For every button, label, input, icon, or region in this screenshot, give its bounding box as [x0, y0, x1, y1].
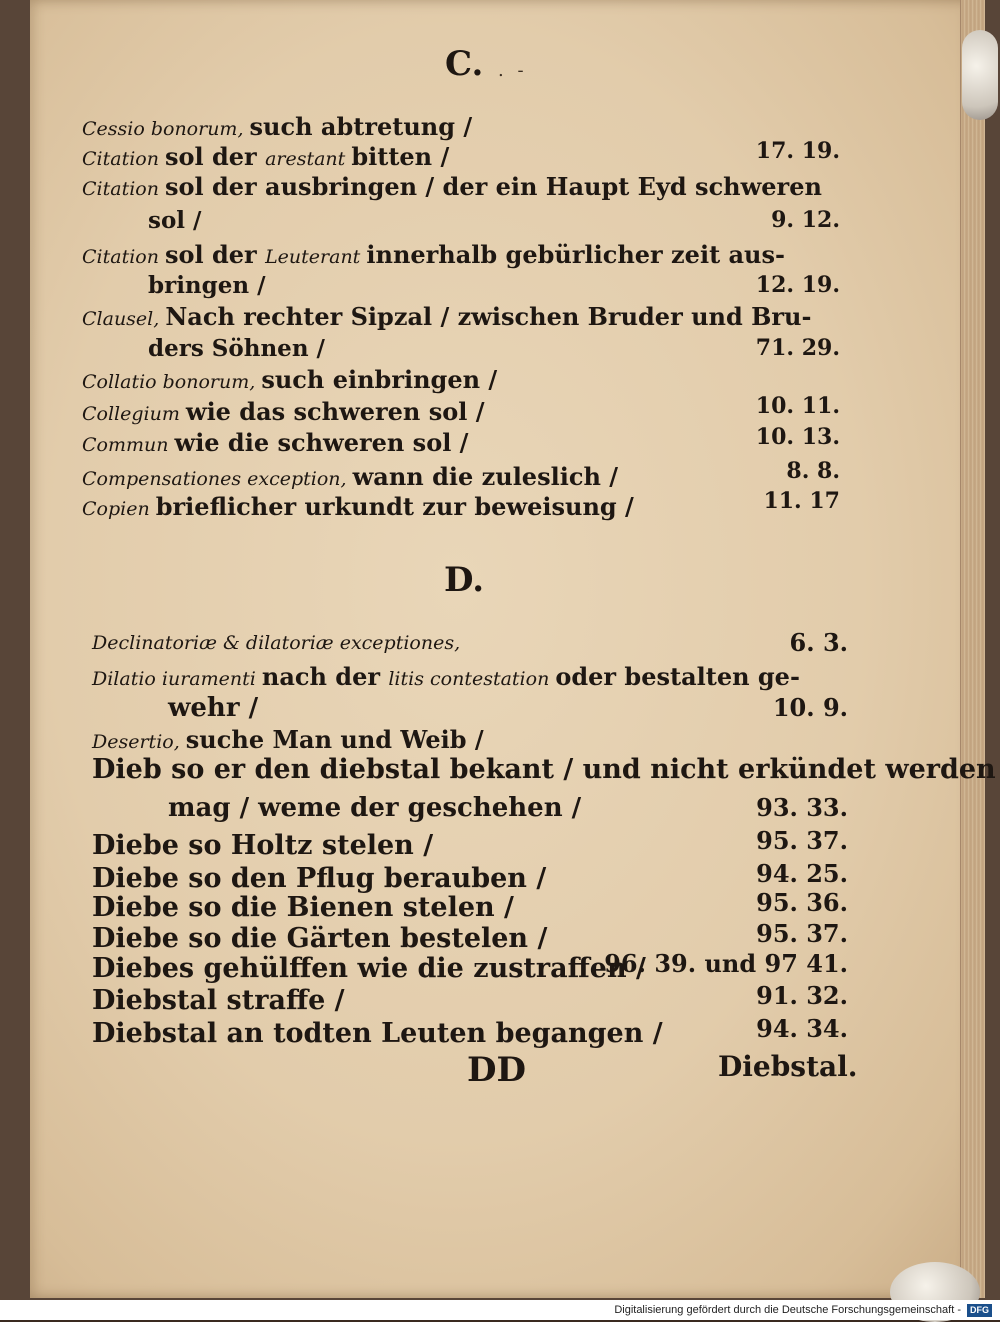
latin-term: Commun	[82, 434, 175, 456]
german-text: Diebe so den Pflug berauben /	[92, 863, 547, 894]
page-reference: 95. 36.	[756, 888, 848, 917]
german-text: brieflicher urkundt zur beweisung /	[155, 492, 634, 521]
entry-continuation: sol /	[148, 207, 202, 234]
latin-term: litis contestation	[388, 668, 556, 690]
page-reference: 10. 13.	[755, 424, 840, 450]
latin-term: Dilatio iuramenti	[92, 668, 262, 690]
german-text: oder bestalten ge-	[555, 662, 800, 691]
entry-continuation: mag / weme der geschehen /	[168, 793, 582, 823]
page-reference: 9. 12.	[771, 207, 840, 233]
page-reference: 17. 19.	[755, 138, 840, 164]
page-reference: 10. 9.	[772, 693, 848, 722]
thumb-top	[962, 30, 998, 120]
signature-mark: DD	[467, 1050, 526, 1090]
latin-term: Compensationes exception,	[82, 468, 353, 490]
german-text: suche Man und Weib /	[185, 725, 484, 754]
section-heading-c: C.	[445, 44, 484, 84]
latin-term: Desertio,	[92, 731, 186, 753]
entry-term	[82, 302, 811, 331]
heading-dots: . -	[498, 60, 528, 81]
german-text: Dieb so er den diebstal bekant / und nicht erkündet werden	[92, 754, 996, 785]
german-text: wann die zuleslich /	[352, 462, 619, 491]
german-text: sol der	[165, 240, 266, 269]
page-reference: 95. 37.	[756, 919, 848, 948]
page-reference: 95. 37.	[756, 826, 848, 855]
latin-term: Copien	[82, 498, 156, 520]
entry-term	[92, 923, 547, 954]
latin-term: Citation	[82, 246, 166, 268]
latin-term: Citation	[82, 148, 166, 170]
footer-bar	[0, 1300, 1000, 1320]
german-text: wie das schweren sol /	[185, 397, 485, 426]
page-reference: 96. 39. und 97 41.	[604, 949, 848, 978]
latin-term: Cessio bonorum,	[82, 118, 250, 140]
german-text: Nach rechter Sipzal / zwischen Bruder und Bru-	[165, 302, 812, 331]
german-text: such einbringen /	[261, 365, 498, 394]
entry-continuation: ders Söhnen /	[148, 335, 325, 362]
entry-continuation: wehr /	[168, 693, 259, 723]
entry-term	[82, 365, 497, 394]
latin-term: Collatio bonorum,	[82, 371, 262, 393]
german-text: Diebe so die Bienen stelen /	[92, 892, 514, 923]
entry-term	[82, 240, 785, 269]
latin-term: arestant	[265, 148, 352, 170]
latin-term: Citation	[82, 178, 166, 200]
german-text: such abtretung /	[249, 112, 473, 141]
german-text: wie die schweren sol /	[174, 428, 469, 457]
entry-term	[92, 632, 460, 654]
section-heading-d: D.	[444, 560, 485, 600]
entry-term	[82, 112, 472, 141]
page-reference: 12. 19.	[755, 272, 840, 298]
entry-term	[92, 892, 514, 923]
entry-term	[82, 492, 634, 521]
german-text: sol der ausbringen / der ein Haupt Eyd schweren	[165, 172, 822, 201]
german-text: innerhalb gebürlicher zeit aus-	[366, 240, 785, 269]
entry-term	[82, 397, 485, 426]
german-text: sol der	[165, 142, 266, 171]
entry-continuation: bringen /	[148, 272, 266, 299]
page-reference: 91. 32.	[756, 981, 848, 1010]
page-reference: 94. 34.	[756, 1014, 848, 1043]
german-text: Diebe so Holtz stelen /	[92, 830, 434, 861]
entry-term	[82, 462, 618, 491]
entry-term	[82, 428, 468, 457]
latin-term: Leuterant	[265, 246, 367, 268]
german-text: Diebes gehülffen wie die zustraffen /	[92, 953, 646, 984]
german-text: Diebstal an todten Leuten begangen /	[92, 1018, 663, 1049]
entry-term	[92, 662, 800, 691]
entry-term	[92, 985, 345, 1016]
german-text: Diebstal straffe /	[92, 985, 345, 1016]
entry-term	[92, 754, 996, 785]
footer-text: Digitalisierung gefördert durch die Deutsche Forschungsgemeinschaft -	[614, 1304, 961, 1316]
page-reference: 6. 3.	[789, 628, 848, 657]
german-text: bitten /	[351, 142, 450, 171]
entry-term	[92, 830, 433, 861]
entry-term	[82, 172, 822, 201]
entry-term	[92, 725, 484, 754]
page-reference: 11. 17	[763, 488, 840, 514]
entry-term	[92, 863, 546, 894]
page-reference: 71. 29.	[755, 335, 840, 361]
catchword: Diebstal.	[718, 1050, 858, 1083]
latin-term: Collegium	[82, 403, 186, 425]
page-reference: 10. 11.	[755, 393, 840, 419]
page-edge	[960, 0, 985, 1298]
page-reference: 8. 8.	[786, 458, 840, 484]
page-reference: 93. 33.	[756, 793, 848, 822]
german-text: nach der	[261, 662, 389, 691]
latin-term: Declinatoriæ & dilatoriæ exceptiones,	[92, 632, 461, 654]
german-text: Diebe so die Gärten bestelen /	[92, 923, 548, 954]
entry-term	[92, 953, 646, 984]
entry-term	[92, 1018, 663, 1049]
page-reference: 94. 25.	[756, 859, 848, 888]
dfg-logo: DFG	[967, 1304, 992, 1317]
entry-term	[82, 142, 449, 171]
latin-term: Clausel,	[82, 308, 166, 330]
